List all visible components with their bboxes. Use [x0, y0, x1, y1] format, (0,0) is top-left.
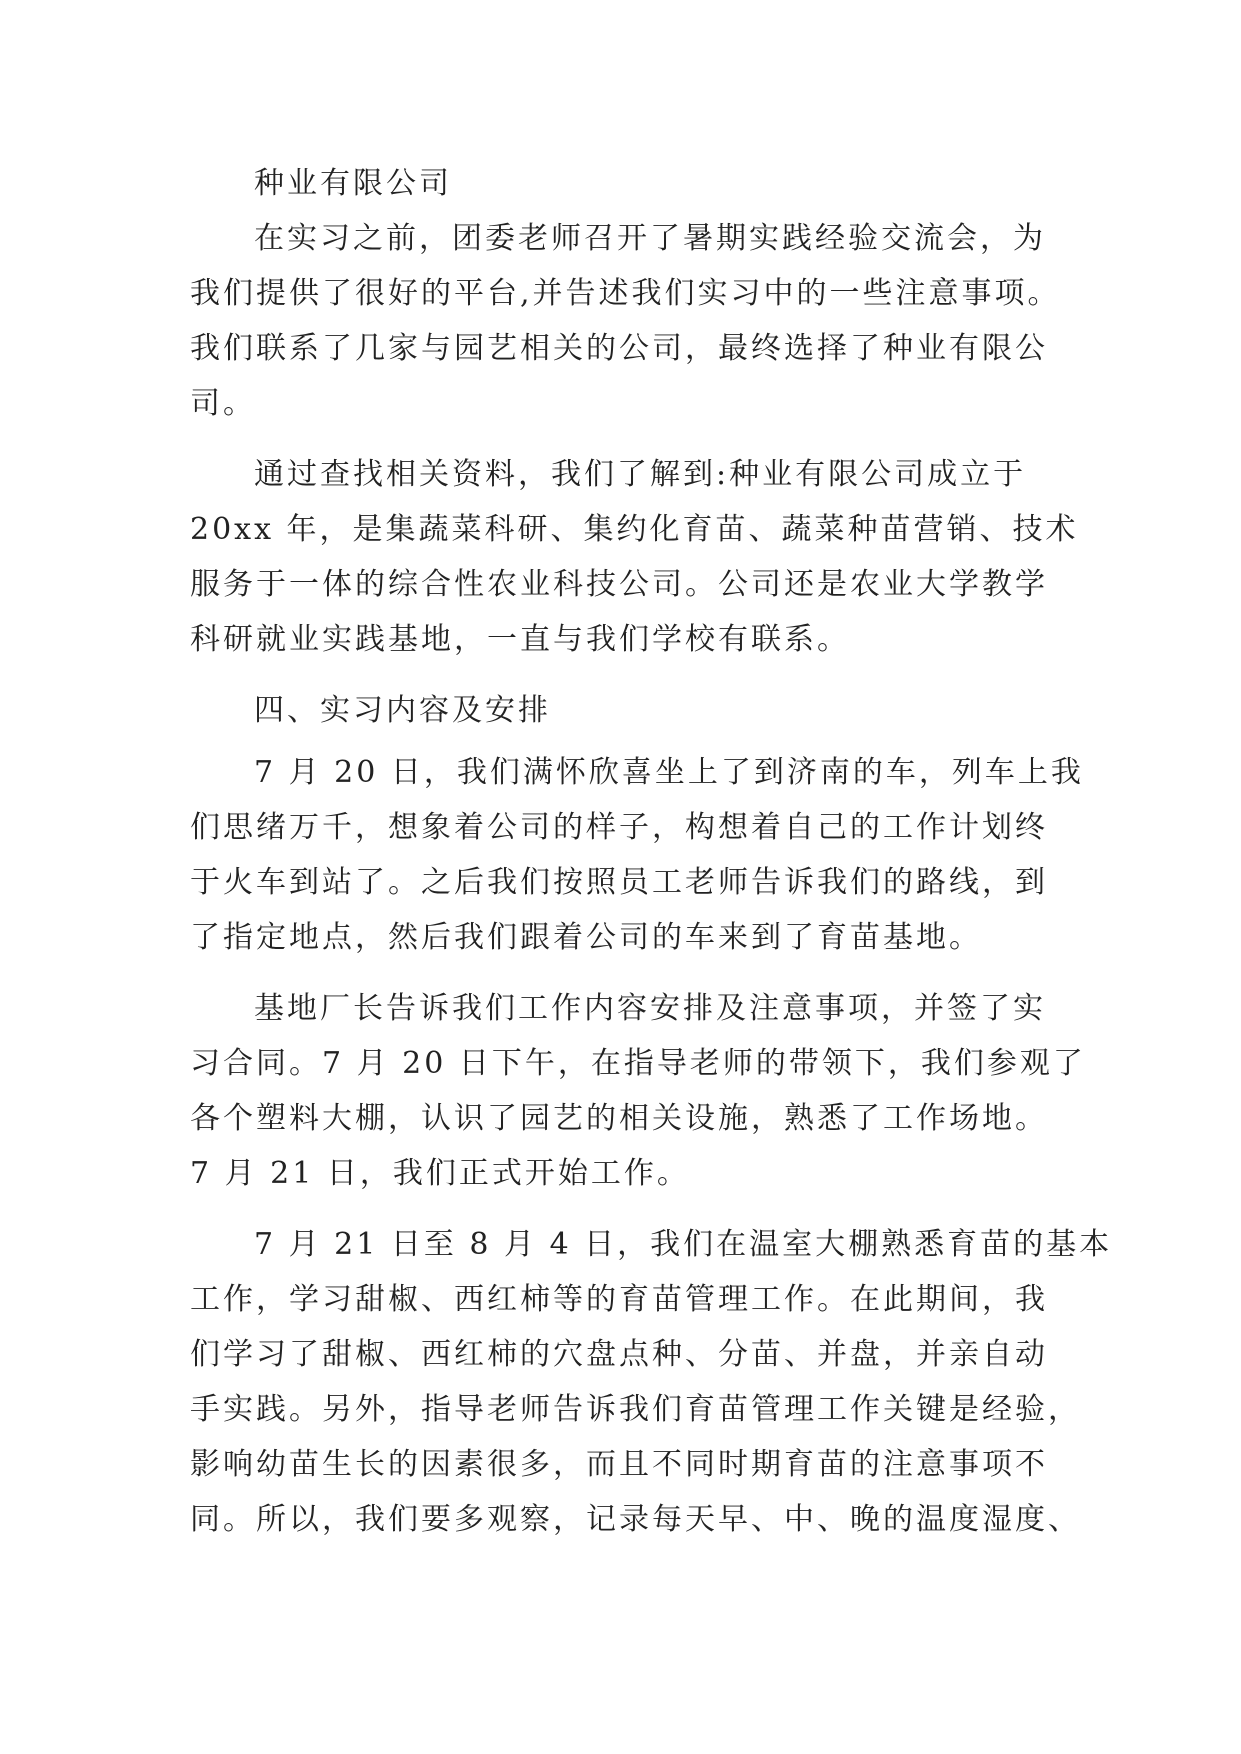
paragraph-first-line: 7 月 21 日至 8 月 4 日，我们在温室大棚熟悉育苗的基本: [254, 1227, 1113, 1262]
text-line: 同。所以，我们要多观察，记录每天早、中、晚的温度湿度、: [190, 1502, 1081, 1537]
paragraph-first-line: 7 月 20 日，我们满怀欣喜坐上了到济南的车，列车上我: [254, 755, 1084, 790]
text-line: 20xx 年，是集蔬菜科研、集约化育苗、蔬菜种苗营销、技术: [190, 512, 1079, 547]
text-line: 7 月 21 日，我们正式开始工作。: [190, 1156, 690, 1191]
text-line: 司。: [190, 386, 256, 421]
text-line: 习合同。7 月 20 日下午，在指导老师的带领下，我们参观了: [190, 1046, 1086, 1081]
text-line: 种业有限公司: [254, 166, 452, 201]
text-line: 服务于一体的综合性农业科技公司。公司还是农业大学教学: [190, 567, 1048, 602]
text-line: 影响幼苗生长的因素很多，而且不同时期育苗的注意事项不: [190, 1447, 1048, 1482]
paragraph-first-line: 基地厂长告诉我们工作内容安排及注意事项，并签了实: [254, 991, 1046, 1026]
text-line: 我们提供了很好的平台,并告述我们实习中的一些注意事项。: [190, 276, 1061, 311]
text-line: 们学习了甜椒、西红柿的穴盘点种、分苗、并盘，并亲自动: [190, 1337, 1048, 1372]
text-line: 们思绪万千，想象着公司的样子，构想着自己的工作计划终: [190, 810, 1048, 845]
text-line: 工作，学习甜椒、西红柿等的育苗管理工作。在此期间，我: [190, 1282, 1048, 1317]
text-line: 手实践。另外，指导老师告诉我们育苗管理工作关键是经验，: [190, 1392, 1081, 1427]
paragraph-first-line: 通过查找相关资料，我们了解到:种业有限公司成立于: [254, 457, 1027, 492]
text-line: 于火车到站了。之后我们按照员工老师告诉我们的路线，到: [190, 865, 1048, 900]
text-line: 科研就业实践基地，一直与我们学校有联系。: [190, 622, 850, 657]
text-line: 我们联系了几家与园艺相关的公司，最终选择了种业有限公: [190, 331, 1048, 366]
paragraph-first-line: 在实习之前，团委老师召开了暑期实践经验交流会，为: [254, 221, 1046, 256]
text-line: 了指定地点，然后我们跟着公司的车来到了育苗基地。: [190, 920, 982, 955]
text-line: 各个塑料大棚，认识了园艺的相关设施，熟悉了工作场地。: [190, 1101, 1048, 1136]
section-heading: 四、实习内容及安排: [254, 693, 551, 728]
